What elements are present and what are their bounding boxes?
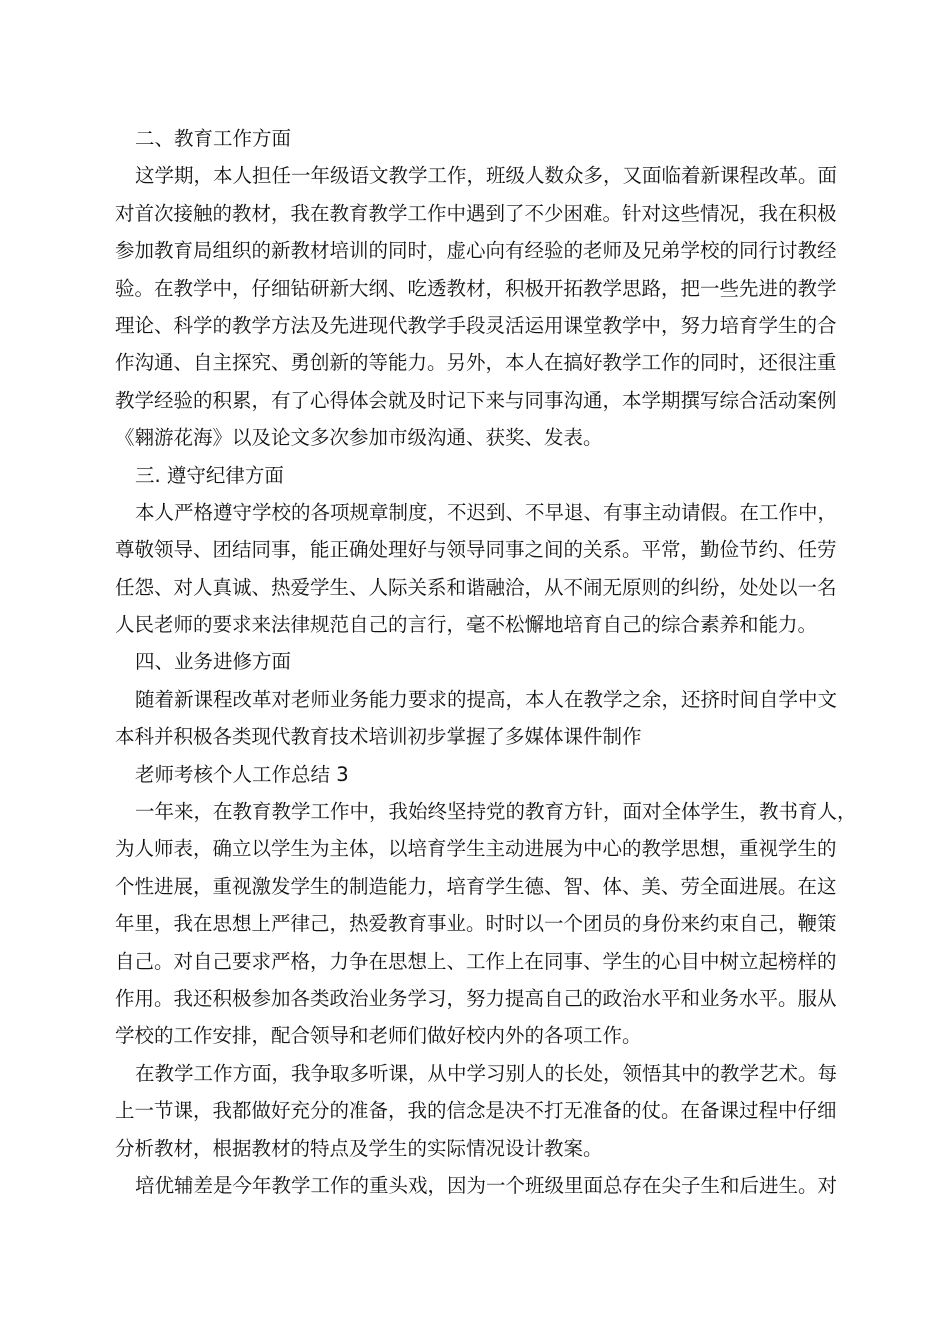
paragraph-line: 任怨、对人真诚、热爱学生、人际关系和谐融洽，从不闹无原则的纠纷，处处以一名 [115, 575, 837, 599]
heading-text: 老师考核个人工作总结 3 [135, 762, 349, 786]
paragraph-line: 《翱游花海》以及论文多次参加市级沟通、获奖、发表。 [115, 426, 603, 450]
paragraph-line: 验。在教学中，仔细钻研新大纲、吃透教材，积极开拓教学思路，把一些先进的教学 [115, 276, 837, 300]
paragraph-line: 理论、科学的教学方法及先进现代教学手段灵活运用课堂教学中，努力培育学生的合 [115, 313, 837, 337]
paragraph-line: 一年来，在教育教学工作中，我始终坚持党的教育方针，面对全体学生，教书育人， [135, 800, 857, 824]
body-paragraph [115, 1055, 840, 1167]
paragraph-line: 参加教育局组织的新教材培训的同时，虚心向有经验的老师及兄弟学校的同行讨教经 [115, 239, 837, 263]
paragraph-line: 人民老师的要求来法律规范自己的言行，毫不松懈地培育自己的综合素养和能力。 [115, 613, 818, 637]
section-heading [115, 756, 840, 793]
paragraph-line: 教学经验的积累，有了心得体会就及时记下来与同事沟通，本学期撰写综合活动案例 [115, 388, 837, 412]
paragraph-line: 培优辅差是今年教学工作的重头戏，因为一个班级里面总存在尖子生和后进生。对 [135, 1173, 838, 1197]
paragraph-line: 随着新课程改革对老师业务能力要求的提高，本人在教学之余，还挤时间自学中文 [135, 687, 838, 711]
paragraph-line: 分析教材，根据教材的特点及学生的实际情况设计教案。 [115, 1136, 603, 1160]
document-body [115, 120, 857, 1204]
paragraph-line: 作用。我还积极参加各类政治业务学习，努力提高自己的政治水平和业务水平。服从 [115, 986, 837, 1010]
paragraph-line: 本科并积极各类现代教育技术培训初步掌握了多媒体课件制作 [115, 725, 642, 749]
paragraph-line: 为人师表，确立以学生为主体，以培育学生主动进展为中心的教学思想，重视学生的 [115, 837, 837, 861]
heading-text: 二、教育工作方面 [135, 127, 292, 150]
paragraph-line: 这学期，本人担任一年级语文教学工作，班级人数众多，又面临着新课程改革。面 [135, 164, 838, 188]
section-heading [115, 643, 840, 680]
paragraph-line: 个性进展，重视激发学生的制造能力，培育学生德、智、体、美、劳全面进展。在这 [115, 874, 837, 898]
paragraph-line: 年里，我在思想上严律己，热爱教育事业。时时以一个团员的身份来约束自己，鞭策 [115, 912, 837, 936]
paragraph-line: 上一节课，我都做好充分的准备，我的信念是决不打无准备的仗。在备课过程中仔细 [115, 1099, 837, 1123]
paragraph-line: 自己。对自己要求严格，力争在思想上、工作上在同事、学生的心目中树立起榜样的 [115, 949, 837, 973]
paragraph-line: 尊敬领导、团结同事，能正确处理好与领导同事之间的关系。平常，勤俭节约、任劳 [115, 538, 837, 562]
heading-text: 四、业务进修方面 [135, 650, 292, 674]
heading-text: 三. 遵守纪律方面 [135, 463, 284, 487]
paragraph-line: 本人严格遵守学校的各项规章制度，不迟到、不早退、有事主动请假。在工作中， [135, 500, 838, 524]
section-heading [115, 120, 840, 157]
body-paragraph [115, 681, 840, 756]
paragraph-line: 在教学工作方面，我争取多听课，从中学习别人的长处，领悟其中的教学艺术。每 [135, 1061, 838, 1085]
body-paragraph [115, 494, 840, 644]
body-paragraph [115, 157, 840, 456]
section-heading [115, 457, 840, 494]
body-paragraph [115, 793, 857, 1055]
body-paragraph [115, 1167, 840, 1204]
paragraph-line: 作沟通、自主探究、勇创新的等能力。另外，本人在搞好教学工作的同时，还很注重 [115, 351, 837, 375]
paragraph-line: 学校的工作安排，配合领导和老师们做好校内外的各项工作。 [115, 1024, 642, 1048]
paragraph-line: 对首次接触的教材，我在教育教学工作中遇到了不少困难。针对这些情况，我在积极 [115, 201, 837, 225]
